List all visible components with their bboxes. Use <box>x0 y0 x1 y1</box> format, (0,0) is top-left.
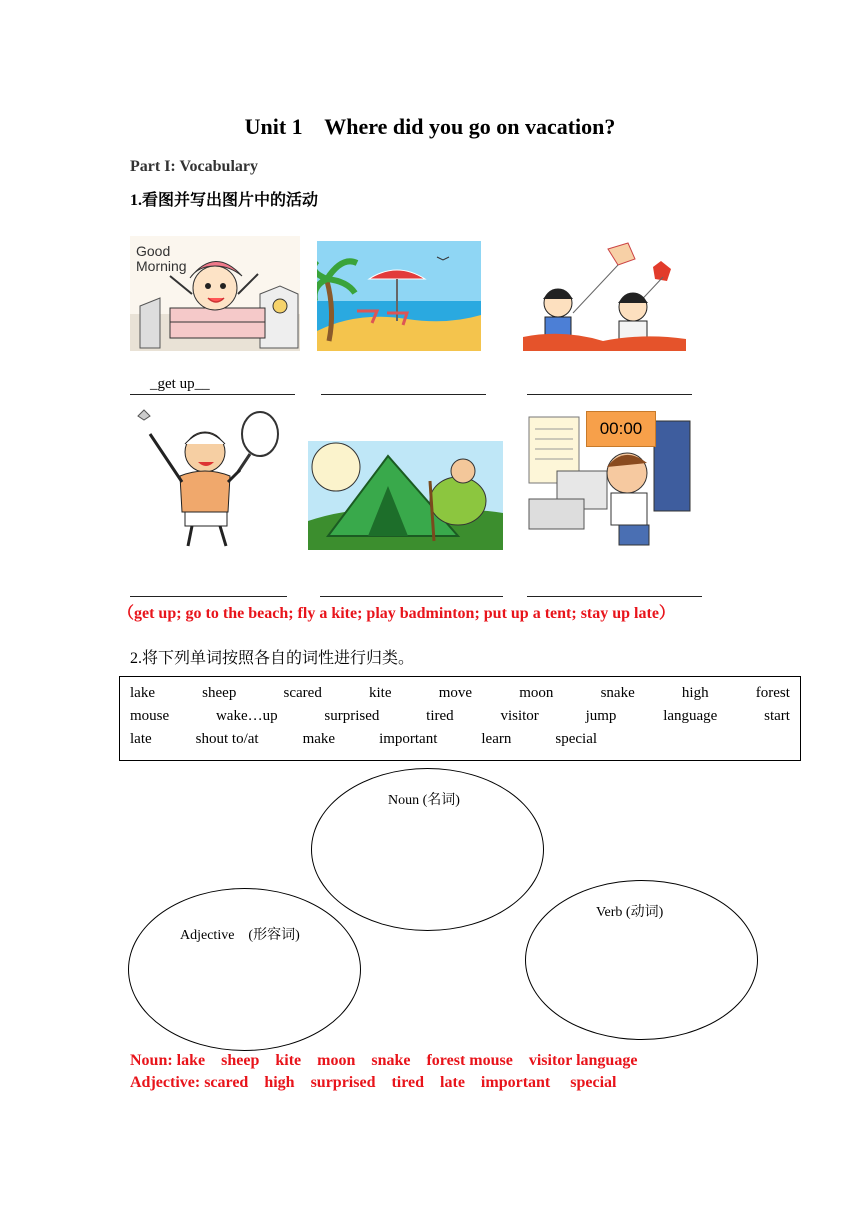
word: scared <box>283 685 322 701</box>
word: special <box>555 731 598 747</box>
picture-get-up <box>130 236 300 351</box>
word: make <box>302 731 336 747</box>
word: mouse <box>130 708 170 724</box>
question-2: 2.将下列单词按照各自的词性进行归类。 <box>130 650 415 667</box>
answer-line-6[interactable] <box>527 596 702 597</box>
part-heading: Part I: Vocabulary <box>130 158 258 175</box>
word-row-3 <box>130 731 790 748</box>
word: lake <box>130 685 155 701</box>
answer-line-1-text: _get up__ <box>150 376 210 392</box>
word: language <box>663 708 718 724</box>
word-row-2 <box>130 708 790 725</box>
answer-line-2[interactable] <box>321 394 486 395</box>
adjective-oval-label: Adjective (形容词) <box>180 928 300 943</box>
word: visitor <box>500 708 539 724</box>
word: sheep <box>202 685 237 701</box>
word: important <box>379 731 438 747</box>
clock-display: 00:00 <box>586 411 656 447</box>
word: high <box>681 685 709 701</box>
word: jump <box>585 708 617 724</box>
adjective-answer-key: Adjective: scared high surprised tired late important special <box>130 1074 617 1091</box>
picture-beach <box>317 241 481 351</box>
noun-oval-label: Noun (名词) <box>388 793 460 808</box>
q1-answer-key: （get up; go to the beach; fly a kite; play badminton; put up a tent; stay up late） <box>118 605 675 622</box>
word-row-1 <box>130 685 790 702</box>
word: learn <box>481 731 512 747</box>
word: move <box>438 685 473 701</box>
picture-tent <box>308 441 503 550</box>
word: late <box>130 731 152 747</box>
word: shout to/at <box>195 731 259 747</box>
verb-oval-label: Verb (动词) <box>596 905 664 920</box>
word: forest <box>755 685 790 701</box>
answer-line-3[interactable] <box>527 394 692 395</box>
answer-line-4[interactable] <box>130 596 287 597</box>
word: wake…up <box>215 708 278 724</box>
word: tired <box>426 708 454 724</box>
answer-line-1[interactable] <box>130 394 295 395</box>
question-1: 1.看图并写出图片中的活动 <box>130 192 319 209</box>
good-morning-text: Good Morning <box>136 243 187 274</box>
word-box <box>119 676 801 761</box>
word: surprised <box>324 708 380 724</box>
picture-kite <box>523 241 686 351</box>
picture-badminton <box>130 404 302 550</box>
word: snake <box>600 685 635 701</box>
adjective-oval[interactable] <box>128 888 361 1051</box>
word: kite <box>369 685 392 701</box>
noun-answer-key: Noun: lake sheep kite moon snake forest mouse visitor language <box>130 1052 638 1069</box>
word: moon <box>519 685 554 701</box>
word: start <box>764 708 790 724</box>
answer-line-5[interactable] <box>320 596 503 597</box>
page-title: Unit 1 Where did you go on vacation? <box>244 114 616 139</box>
